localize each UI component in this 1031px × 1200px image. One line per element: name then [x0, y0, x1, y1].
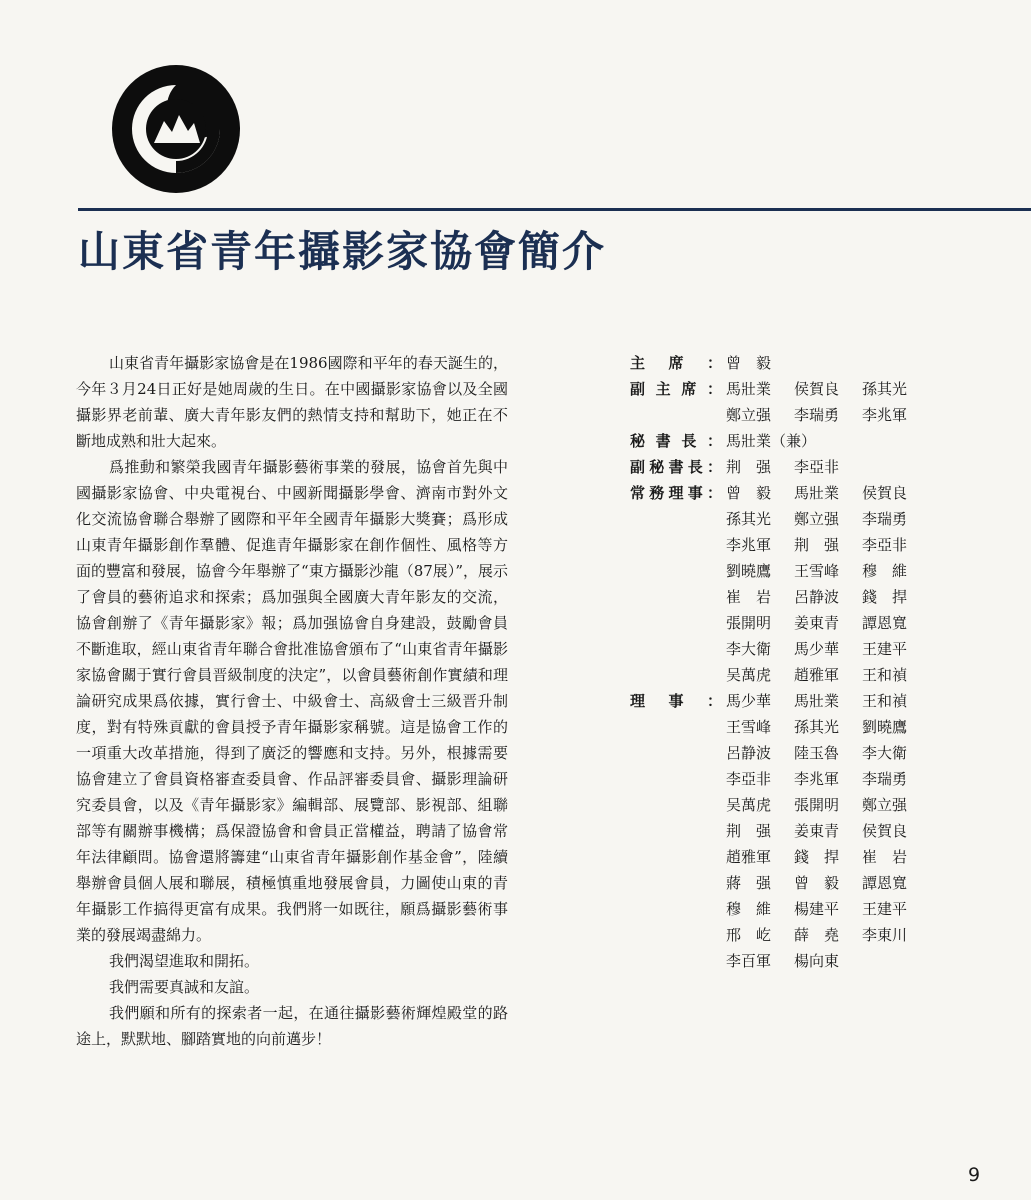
member-name: 鄭立强 — [726, 406, 772, 424]
page-title: 山東省青年攝影家協會簡介 — [78, 227, 607, 276]
member-name: 王建平 — [862, 640, 908, 658]
role-title: 主席： — [630, 354, 722, 372]
page-number: 9 — [968, 1164, 981, 1186]
member-name: 馬少華 — [726, 692, 772, 710]
member-name: 李瑞勇 — [794, 406, 840, 424]
member-name: 陸玉魯 — [794, 744, 840, 762]
member-name: 孫其光 — [794, 718, 840, 736]
member-name: 李兆軍 — [862, 406, 908, 424]
intro-paragraph: 我們需要真誠和友誼。 — [109, 978, 260, 996]
member-name: 劉曉鷹 — [726, 562, 772, 580]
member-name: 李瑞勇 — [862, 770, 908, 788]
member-name: 王和禎 — [862, 692, 908, 710]
intro-paragraph: 我們願和所有的探索者一起，在通往攝影藝術輝煌殿堂的路途上，默默地、腳踏實地的向前邁步！ — [76, 1004, 508, 1048]
role-title: 副秘書長： — [630, 458, 722, 476]
intro-paragraph: 山東省青年攝影家協會是在1986國際和平年的春天誕生的，今年３月24日正好是她周歲的生日。在中國攝影家協會以及全國攝影界老前輩、廣大青年影友們的熱情支持和幫助下，她正在不斷地成熟和壯大起來。 — [76, 354, 508, 450]
member-name: 李兆軍 — [794, 770, 840, 788]
role-title: 副主席： — [630, 380, 722, 398]
member-name: 姜東青 — [794, 614, 840, 632]
member-name: 王雪峰 — [794, 562, 840, 580]
role-title: 常務理事： — [630, 484, 722, 502]
member-name: 譚恩寬 — [862, 874, 908, 892]
member-name: 薛 堯 — [794, 926, 840, 944]
member-name: 李兆軍 — [726, 536, 772, 554]
member-name: 楊向東 — [794, 952, 840, 970]
member-name: 李亞非 — [862, 536, 908, 554]
role-group — [630, 454, 950, 480]
role-names — [726, 428, 930, 454]
member-name: 孫其光 — [862, 380, 908, 398]
member-name: 馬壯業 — [726, 380, 772, 398]
member-name: 呂静波 — [794, 588, 840, 606]
member-name: 馬壯業（兼） — [726, 432, 817, 450]
role-group — [630, 376, 950, 428]
member-name: 穆 維 — [862, 562, 908, 580]
intro-paragraph: 我們渴望進取和開拓。 — [109, 952, 260, 970]
member-name: 吴萬虎 — [726, 666, 772, 684]
association-logo — [112, 65, 240, 193]
member-name: 孫其光 — [726, 510, 772, 528]
member-name: 王建平 — [862, 900, 908, 918]
role-title: 秘書長： — [630, 432, 722, 450]
member-name: 劉曉鷹 — [862, 718, 908, 736]
member-name: 呂静波 — [726, 744, 772, 762]
header-rule — [78, 208, 1031, 211]
member-name: 李大衛 — [726, 640, 772, 658]
member-name: 李亞非 — [726, 770, 772, 788]
member-name: 李瑞勇 — [862, 510, 908, 528]
intro-paragraph: 爲推動和繁榮我國青年攝影藝術事業的發展，協會首先與中國攝影家協會、中央電視台、中國新聞攝影學會、濟南市對外文化交流協會聯合舉辦了國際和平年全國青年攝影大獎賽；爲形成山東青年攝影創作羣體、促進青年攝影家在創作個性、風格等方面的豐富和發展，協會今年舉辦了“東方攝影沙龍（87展）”，展示了會員的藝術追求和探索；爲加强與全國廣大青年影友的交流，協會創辦了《青年攝影家》報；爲加强協會自身建設，鼓勵會員不斷進取，經山東省青年聯合會批准協會頒布了“山東省青年攝影家協會關于實行會員晋級制度的決定”，以會員藝術創作實績和理論研究成果爲依據，實行會士、中級會士、高級會士三級晋升制度，對有特殊貢獻的會員授予青年攝影家稱號。這是協會工作的一項重大改革措施，得到了廣泛的響應和支持。另外，根據需要協會建立了會員資格審查委員會、作品評審委員會、攝影理論研究委員會，以及《青年攝影家》編輯部、展覽部、影視部、組聯部等有關辦事機構；爲保證協會和會員正當權益，聘請了協會常年法律顧問。協會還將籌建“山東省青年攝影創作基金會”，陸續舉辦會員個人展和聯展，積極慎重地發展會員，力圖使山東的青年攝影工作搞得更富有成果。我們將一如既往，願爲攝影藝術事業的發展竭盡綿力。 — [76, 458, 508, 944]
member-name: 鄭立强 — [794, 510, 840, 528]
role-group — [630, 688, 950, 974]
member-name: 李東川 — [862, 926, 908, 944]
member-name: 馬壯業 — [794, 484, 840, 502]
member-name: 荆 强 — [726, 458, 772, 476]
member-name: 邢 屹 — [726, 926, 772, 944]
role-names — [726, 350, 930, 376]
role-names — [726, 688, 930, 974]
role-names — [726, 480, 930, 688]
role-group — [630, 350, 950, 376]
member-name: 蔣 强 — [726, 874, 772, 892]
member-name: 王和禎 — [862, 666, 908, 684]
member-name: 李亞非 — [794, 458, 840, 476]
member-name: 錢 捍 — [794, 848, 840, 866]
member-name: 鄭立强 — [862, 796, 908, 814]
member-name: 曾 毅 — [726, 354, 772, 372]
intro-text — [76, 350, 508, 1052]
member-name: 馬少華 — [794, 640, 840, 658]
member-name: 馬壯業 — [794, 692, 840, 710]
member-name: 譚恩寬 — [862, 614, 908, 632]
member-name: 侯賀良 — [862, 484, 908, 502]
member-name: 錢 捍 — [862, 588, 908, 606]
member-name: 崔 岩 — [862, 848, 908, 866]
officer-roster — [630, 350, 950, 974]
member-name: 張開明 — [726, 614, 772, 632]
role-title: 理事： — [630, 692, 722, 710]
member-name: 王雪峰 — [726, 718, 772, 736]
member-name: 曾 毅 — [794, 874, 840, 892]
member-name: 曾 毅 — [726, 484, 772, 502]
role-group — [630, 480, 950, 688]
member-name: 荆 强 — [794, 536, 840, 554]
member-name: 侯賀良 — [862, 822, 908, 840]
member-name: 侯賀良 — [794, 380, 840, 398]
member-name: 李百軍 — [726, 952, 772, 970]
member-name: 趙雅軍 — [794, 666, 840, 684]
member-name: 姜東青 — [794, 822, 840, 840]
role-group — [630, 428, 950, 454]
member-name: 李大衛 — [862, 744, 908, 762]
role-names — [726, 376, 930, 428]
member-name: 荆 强 — [726, 822, 772, 840]
member-name: 趙雅軍 — [726, 848, 772, 866]
member-name: 張開明 — [794, 796, 840, 814]
member-name: 穆 維 — [726, 900, 772, 918]
member-name: 楊建平 — [794, 900, 840, 918]
member-name: 吴萬虎 — [726, 796, 772, 814]
member-name: 崔 岩 — [726, 588, 772, 606]
role-names — [726, 454, 930, 480]
